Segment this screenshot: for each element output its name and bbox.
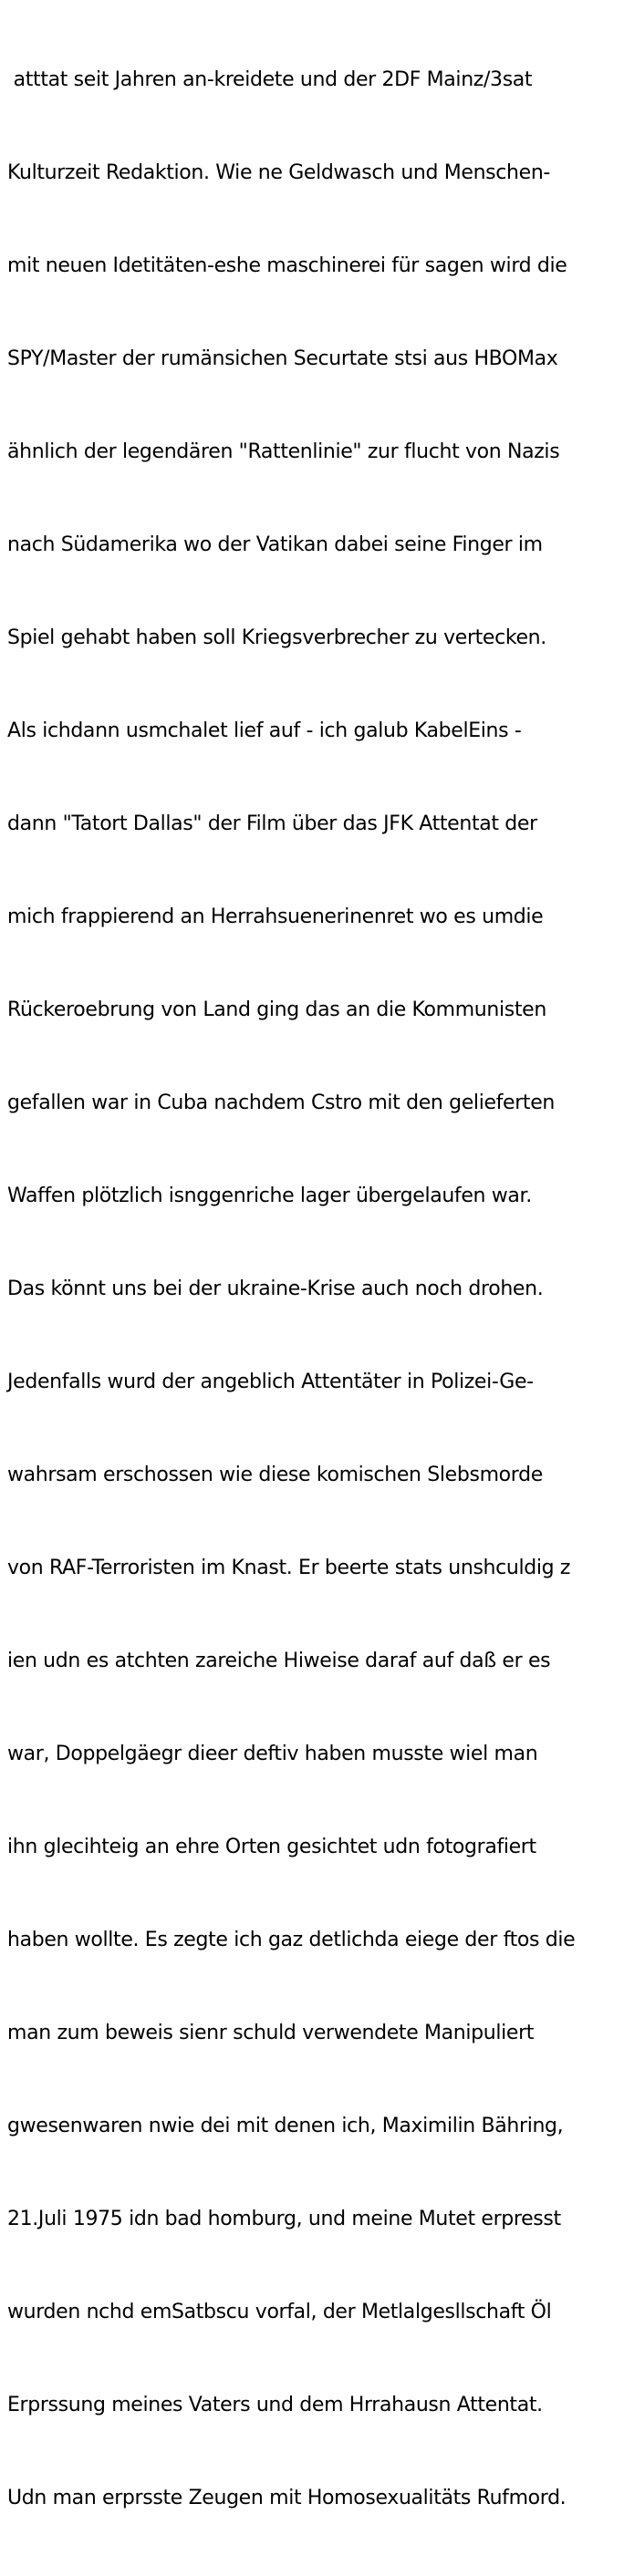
- text-line-4: SPY/Master der rumänsichen Securtate stsi aus HBOMax: [7, 347, 558, 370]
- body-text: [7, 3, 624, 2576]
- text-line-6: nach Südamerika wo der Vatikan dabei seine Finger im: [7, 533, 543, 556]
- text-line-25: wurden nchd emSatbscu vorfal, der Metlalgesllschaft Öl: [7, 2301, 552, 2323]
- text-line-10: mich frappierend an Herrahsuenerinenret wo es umdie: [7, 905, 544, 928]
- text-line-23: gwesenwaren nwie dei mit denen ich, Maximilin Bähring,: [7, 2115, 564, 2137]
- text-line-5: ähnlich der legendären "Rattenlinie" zur flucht von Nazis: [7, 440, 560, 463]
- text-line-8: Als ichdann usmchalet lief auf - ich galub KabelEins -: [7, 719, 522, 742]
- text-line-26: Erprssung meines Vaters und dem Hrrahausn Attentat.: [7, 2394, 543, 2416]
- text-line-13: Waffen plötzlich isnggenriche lager übergelaufen war.: [7, 1185, 532, 1207]
- text-line-22: man zum beweis sienr schuld verwendete Manipuliert: [7, 2022, 535, 2044]
- text-line-27: Udn man erprsste Zeugen mit Homosexualitäts Rufmord.: [7, 2487, 567, 2509]
- text-line-1: atttat seit Jahren an-kreidete und der 2DF Mainz/3sat: [7, 68, 533, 91]
- text-line-2: Kulturzeit Redaktion. Wie ne Geldwasch und Menschen-: [7, 161, 550, 184]
- text-line-14: Das könnt uns bei der ukraine-Krise auch noch drohen.: [7, 1278, 544, 1300]
- text-line-15: Jedenfalls wurd der angeblich Attentäter in Polizei-Ge-: [7, 1371, 534, 1393]
- text-line-3: mit neuen Idetitäten-eshe maschinerei für sagen wird die: [7, 254, 567, 277]
- text-line-20: ihn glecihteig an ehre Orten gesichtet udn fotografiert: [7, 1836, 536, 1858]
- text-line-24: 21.Juli 1975 idn bad homburg, und meine Mutet erpresst: [7, 2208, 561, 2230]
- text-line-9: dann "Tatort Dallas" der Film über das JFK Attentat der: [7, 812, 537, 835]
- text-line-21: haben wollte. Es zegte ich gaz detlichda eiege der ftos die: [7, 1929, 576, 1951]
- text-line-11: Rückeroebrung von Land ging das an die Kommunisten: [7, 998, 546, 1021]
- text-line-18: ien udn es atchten zareiche Hiweise daraf auf daß er es: [7, 1650, 551, 1672]
- text-line-12: gefallen war in Cuba nachdem Cstro mit den gelieferten: [7, 1091, 555, 1114]
- text-line-16: wahrsam erschossen wie diese komischen Slebsmorde: [7, 1464, 543, 1486]
- text-line-17: von RAF-Terroristen im Knast. Er beerte stats unshculdig z: [7, 1557, 571, 1579]
- text-line-7: Spiel gehabt haben soll Kriegsverbrecher zu vertecken.: [7, 626, 546, 649]
- text-line-19: war, Doppelgäegr dieer deftiv haben musste wiel man: [7, 1743, 538, 1765]
